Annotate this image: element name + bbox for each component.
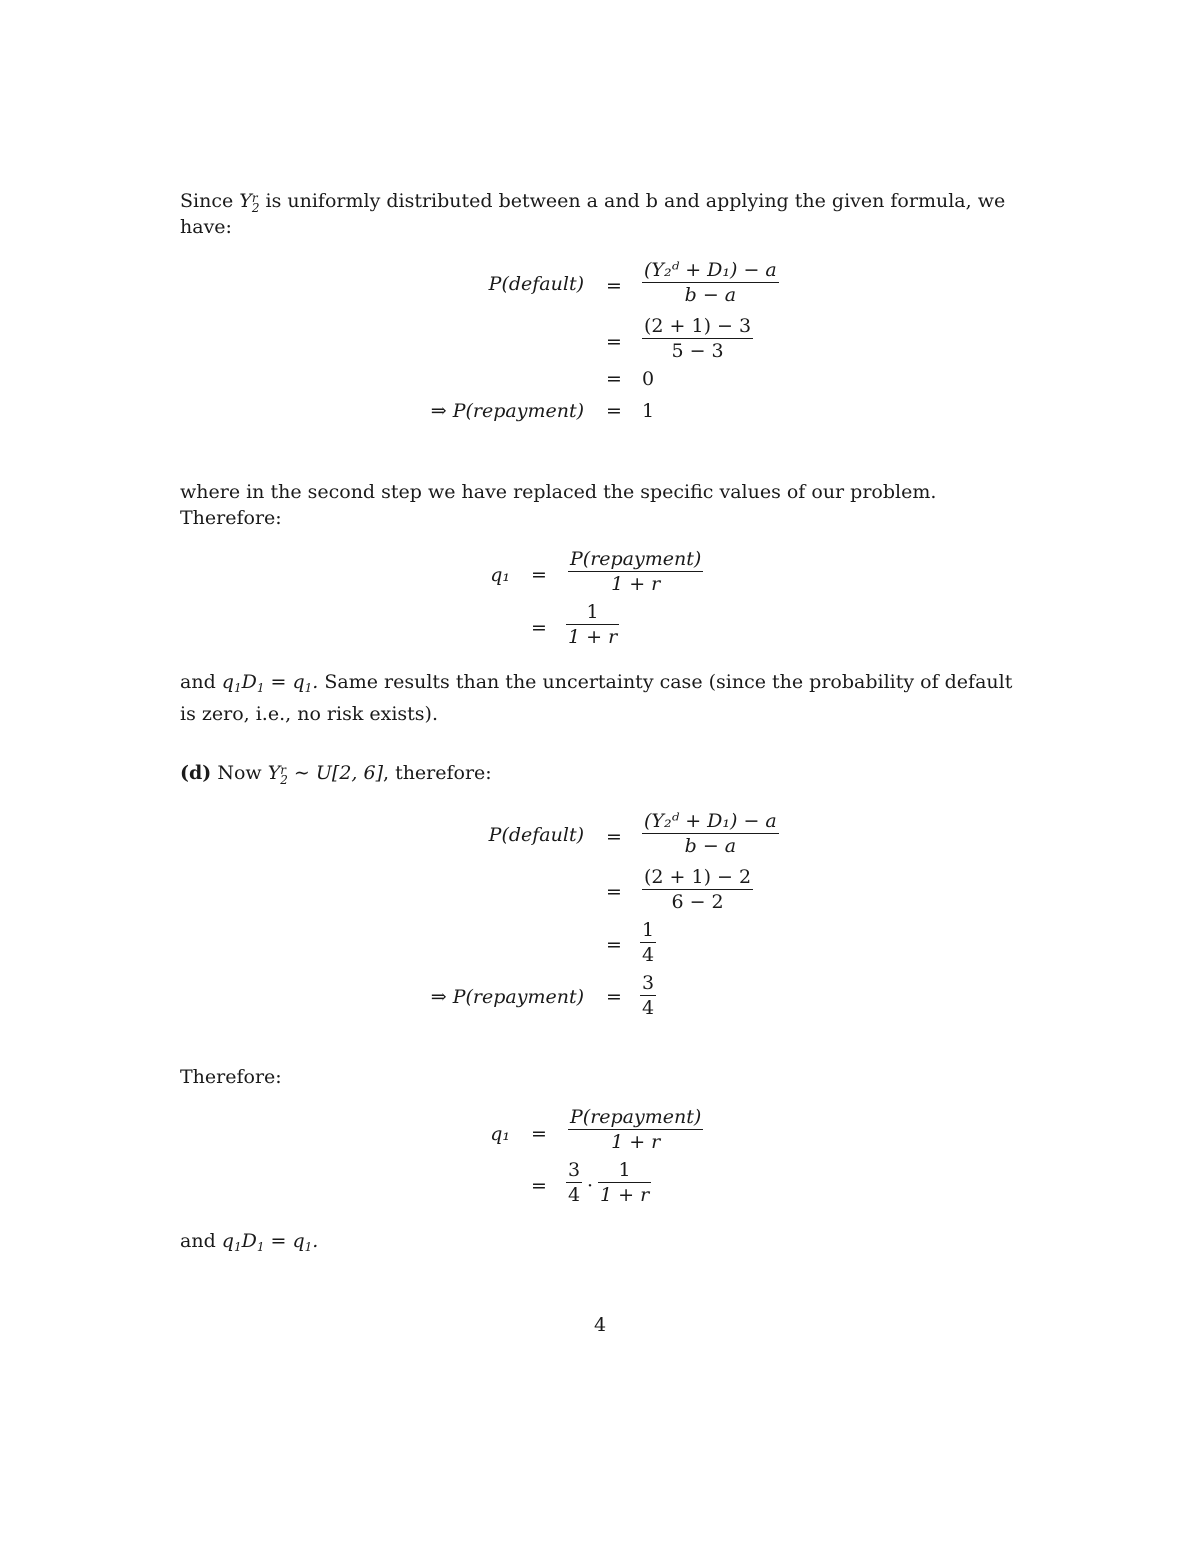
lhs-q1: q₁ [490,564,510,586]
result-paragraph: and $q_1D_1 = q_1$. Same results than the uncertainty case (since the probability of default is zero, i.e., no risk exists). [180,671,1013,725]
fraction-formula: $\frac{\text{(Y₂ᵈ + D₁) − a}}{b - a}$ [644,810,777,857]
equals-sign: = [531,564,547,586]
part-d-paragraph: (d) Now Y r 2 ∼ U[2, 6], therefore: [180,762,492,787]
lhs-default: P(default) [488,273,584,295]
equals-sign: = [531,1175,547,1197]
equals-sign: = [606,368,622,390]
intro-text-start: Since [180,190,234,212]
equals-sign: = [606,881,622,903]
equals-sign: = [606,331,622,353]
equals-sign: = [531,1123,547,1145]
part-d-label: (d) [180,762,212,784]
therefore-paragraph: Therefore: [180,1066,282,1088]
therefore-line: Therefore: [180,507,282,529]
lhs-repayment: ⇒ P(repayment) [430,986,584,1008]
value-zero: 0 [642,368,655,390]
fraction-q1-formula: P(repayment) 1 + r [570,1106,702,1153]
equals-sign: = [606,826,622,848]
fraction-substituted: $\frac{(2 + 1) - 3}{5 - 3}$ [644,315,752,362]
dot-operator: · [587,1175,594,1197]
lhs-q1: q₁ [490,1123,510,1145]
fraction-three-quarters: $\frac{3}{4}$ [642,972,655,1019]
equals-sign: = [531,617,547,639]
symbol-y2r: Y r 2 [239,190,260,215]
equals-sign: = [606,934,622,956]
explanation-line: where in the second step we have replaced the specific values of our problem. [180,481,937,503]
fraction-q1-value: $\frac{1}{1 + r}$ [568,601,618,648]
fraction-three-quarters: $\frac{3}{4}$ [568,1159,581,1206]
expression-q1d1: $q_1D_1 = q_1$. [221,1230,319,1254]
lhs-repayment: ⇒ P(repayment) [430,400,584,422]
equals-sign: = [606,400,622,422]
symbol-y2r: Y r 2 ∼ U[2, 6] [267,762,383,787]
value-one: 1 [642,400,655,422]
equals-sign: = [606,275,622,297]
expression-q1d1: $q_1D_1 = q_1$. [221,671,319,695]
lhs-default: P(default) [488,824,584,846]
intro-text-end: is uniformly distributed between a and b and applying the given formula, we have: [180,190,1006,238]
fraction-formula: $\frac{\text{(Y₂ᵈ + D₁) − a}}{b - a}$ [644,259,777,306]
final-paragraph: and $q_1D_1 = q_1$. [180,1230,319,1254]
fraction-discount: $\frac{1}{1 + r}$ [600,1159,650,1206]
fraction-q1-formula: P(repayment) 1 + r [570,548,702,595]
fraction-one-quarter: $\frac{1}{4}$ [642,919,655,966]
equals-sign: = [606,986,622,1008]
fraction-substituted: $\frac{(2 + 1) - 2}{6 - 2}$ [644,866,752,913]
page-number: 4 [593,1314,607,1336]
